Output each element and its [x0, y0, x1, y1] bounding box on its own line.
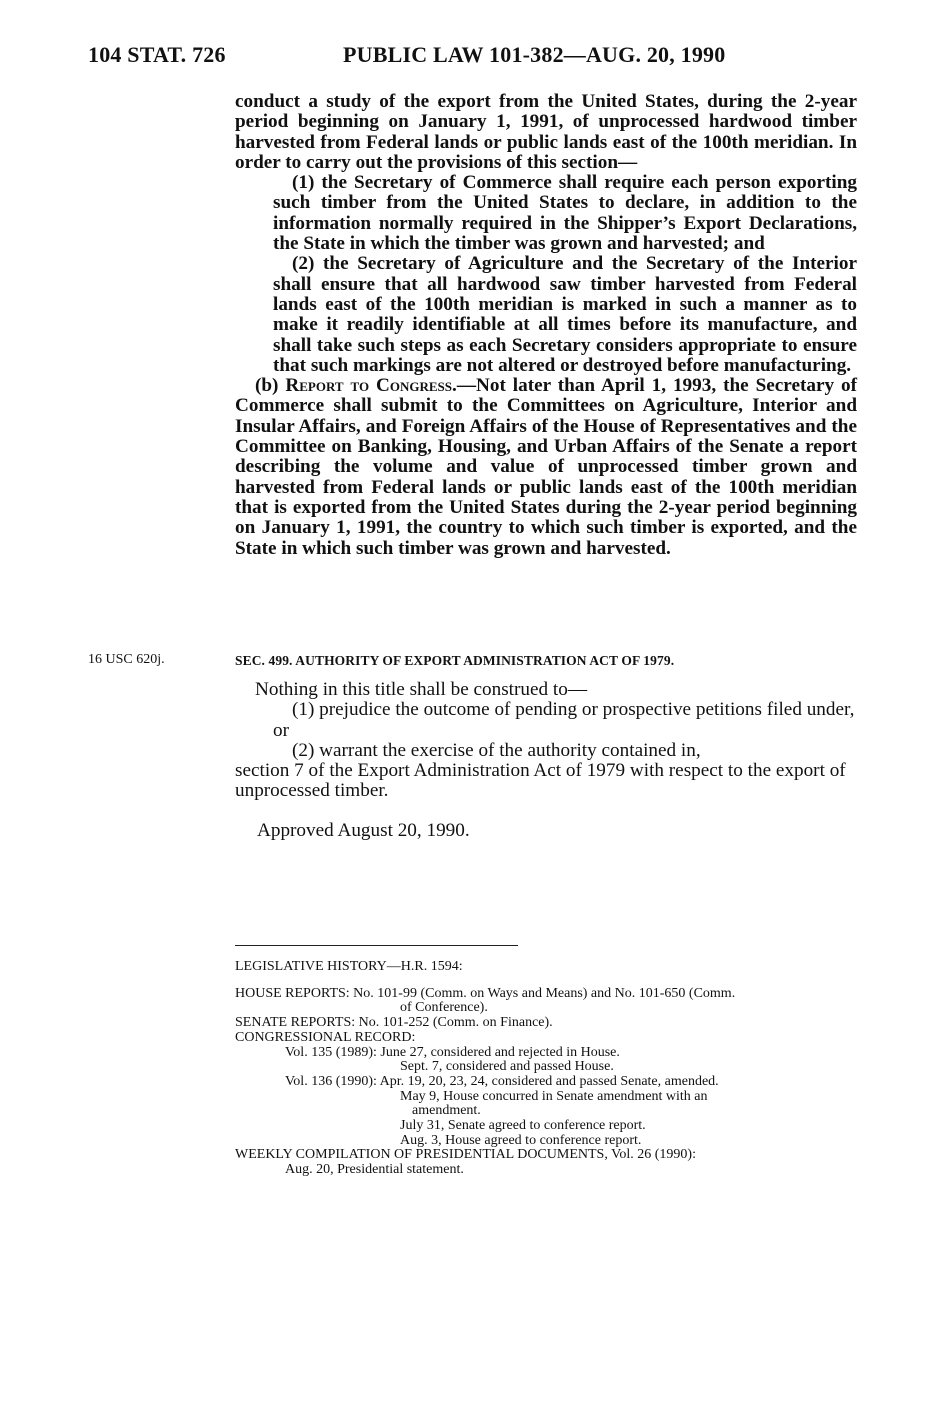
history-line: July 31, Senate agreed to conference report. — [400, 1118, 646, 1134]
history-line: CONGRESSIONAL RECORD: — [235, 1029, 416, 1045]
intro-paragraph: conduct a study of the export from the United States, during the 2-year period beginning on January 1, 1991, of unprocessed hardwood timber harvested from Federal lands or public lands east of the 100th meridian. In order to carry out the provisions of this section— — [235, 91, 857, 173]
list-item: (1) prejudice the outcome of pending or prospective petitions filed under, or — [273, 699, 855, 741]
section-tail: section 7 of the Export Administration Act of 1979 with respect to the export of unprocessed timber. — [235, 760, 846, 802]
list-item: (2) warrant the exercise of the authority contained in, — [292, 739, 701, 761]
list-item — [235, 173, 857, 254]
history-line: SENATE REPORTS: No. 101-252 (Comm. on Finance). — [235, 1015, 553, 1031]
history-line: amendment. — [412, 1103, 481, 1119]
section-499-body — [235, 680, 857, 802]
history-line: Aug. 3, House agreed to conference report. — [400, 1132, 642, 1148]
subsection-label: (b) — [255, 375, 286, 397]
page-stat-number: 104 STAT. 726 — [88, 42, 226, 67]
list-item — [235, 254, 857, 376]
section-heading: SEC. 499. AUTHORITY OF EXPORT ADMINISTRATION ACT OF 1979. — [235, 653, 675, 668]
item-text: (1) the Secretary of Commerce shall require each person exporting such timber from the United States to declare, in addition to the information normally required in the Shipper’s Export Declarations, the State in which the timber was grown and harvested; and — [273, 172, 857, 255]
history-line: of Conference). — [400, 1000, 488, 1016]
legislative-history-title: LEGISLATIVE HISTORY—H.R. 1594: — [235, 959, 463, 974]
history-line: Sept. 7, considered and passed House. — [400, 1059, 614, 1075]
history-line: Vol. 135 (1989): June 27, considered and rejected in House. — [285, 1044, 620, 1060]
running-head: PUBLIC LAW 101-382—AUG. 20, 1990 — [343, 42, 726, 67]
divider — [235, 945, 518, 946]
history-line: WEEKLY COMPILATION OF PRESIDENTIAL DOCUMENTS, Vol. 26 (1990): — [235, 1147, 696, 1163]
subsection-heading: Report to Congress. — [285, 375, 457, 397]
item-text: (2) the Secretary of Agriculture and the Secretary of the Interior shall ensure that all hardwood saw timber harvested from Federal lands east of the 100th meridian is marked in such a manner as to make it readily identifiable at all times before its manufacture, and shall take such steps as each Secretary considers appropriate to ensure that such markings are not altered or destroyed before manufacturing. — [273, 253, 857, 376]
subsection-b — [235, 376, 857, 559]
approval-line: Approved August 20, 1990. — [257, 820, 470, 841]
history-line: May 9, House concurred in Senate amendment with an — [400, 1088, 708, 1104]
legislative-history — [235, 960, 875, 1178]
section-lead: Nothing in this title shall be construed to— — [255, 679, 588, 700]
subsection-text: —Not later than April 1, 1993, the Secretary of Commerce shall submit to the Committees on Agriculture, Interior and Insular Affairs, and Foreign Affairs of the House of Representatives and the Committee on Banking, Housing, and Urban Affairs of the Senate a report describing the volume and value of unprocessed timber grown and harvested from Federal lands or public lands east of the 100th meridian that is exported from the United States during the 2-year period beginning on January 1, 1991, the country to which such timber is exported, and the State in which such timber was grown and harvested. — [235, 375, 858, 559]
history-line: HOUSE REPORTS: No. 101-99 (Comm. on Ways and Means) and No. 101-650 (Comm. — [235, 985, 736, 1001]
section-body — [235, 92, 857, 559]
history-line: Vol. 136 (1990): Apr. 19, 20, 23, 24, considered and passed Senate, amended. — [285, 1073, 719, 1089]
history-line: Aug. 20, Presidential statement. — [285, 1162, 464, 1178]
margin-citation: 16 USC 620j. — [88, 652, 165, 667]
